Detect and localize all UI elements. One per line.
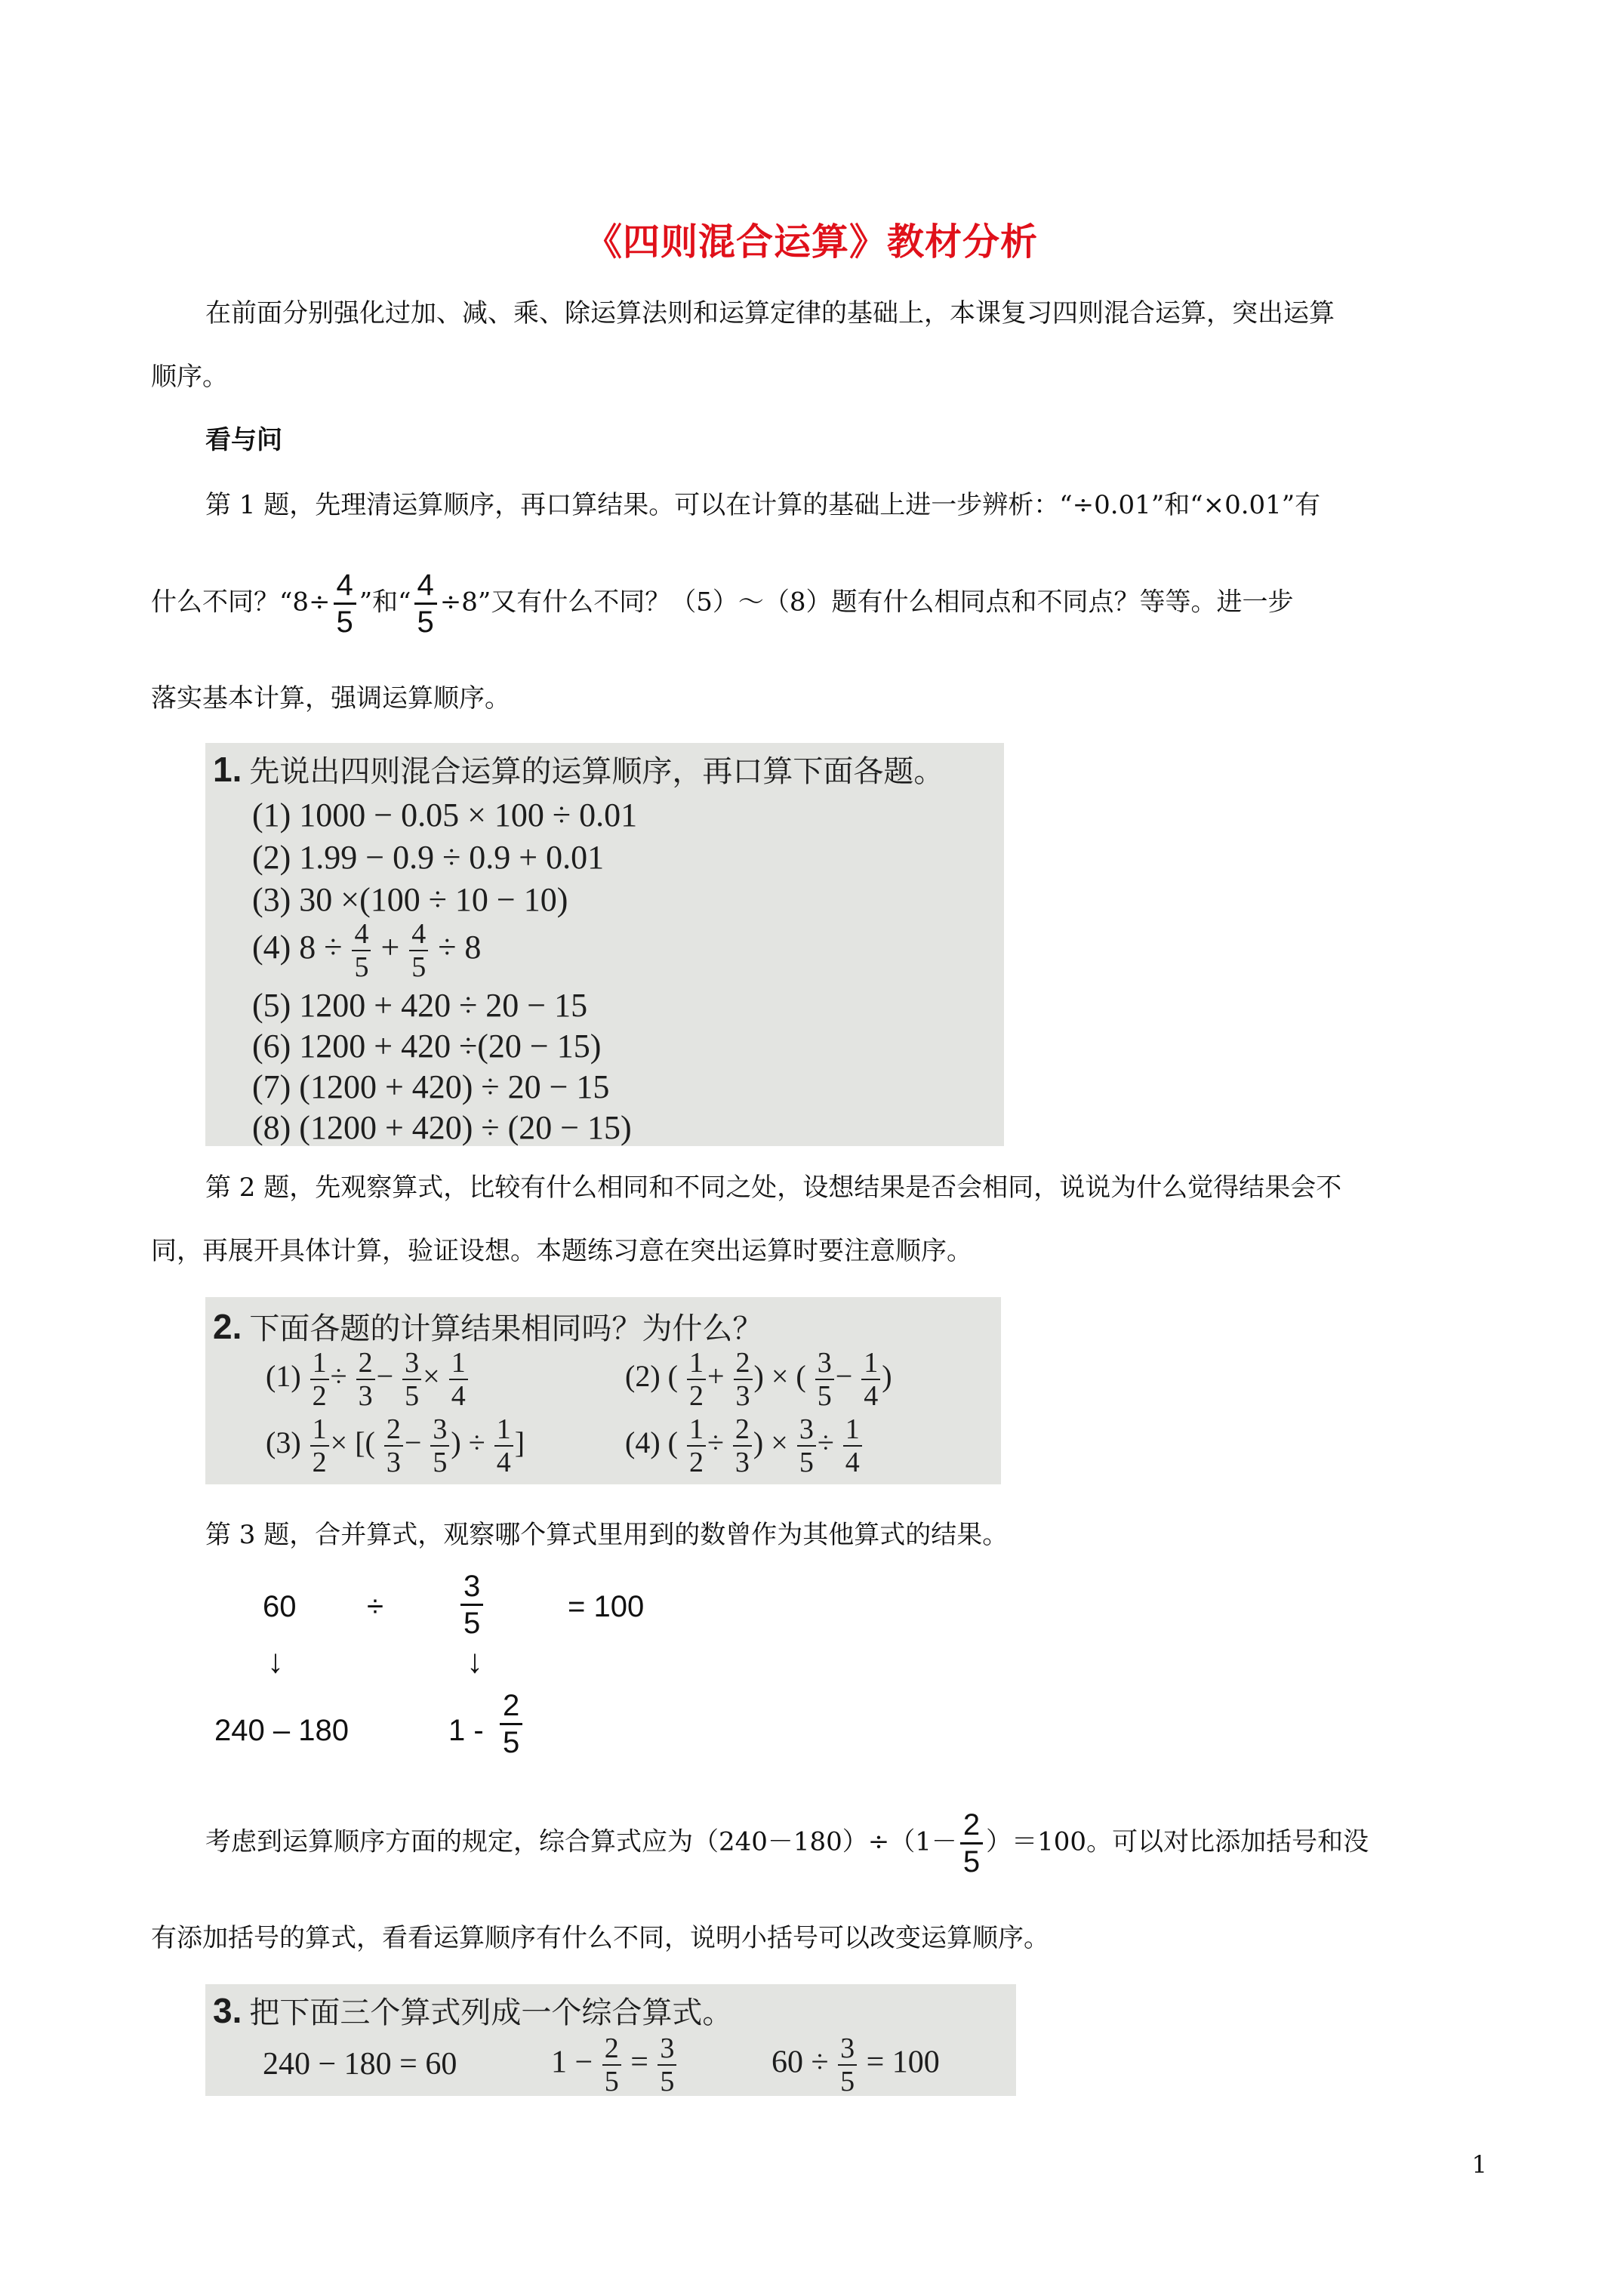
- text-run: +: [380, 929, 400, 966]
- fraction: [430, 1413, 449, 1478]
- exercise-number: 1.: [213, 750, 242, 789]
- text-run: ）＝100。可以对比添加括号和没: [986, 1826, 1369, 1857]
- denominator: 5: [660, 2066, 675, 2096]
- denominator: 3: [358, 1380, 373, 1412]
- fraction: [402, 1347, 421, 1412]
- fraction: [500, 1688, 522, 1760]
- q2-paragraph-line: 第 2 题，先观察算式，比较有什么相同和不同之处，设想结果是否会相同，说说为什么觉得结果会不: [205, 1173, 1342, 1203]
- text-run: 考虑到运算顺序方面的规定，综合算式应为（240－180）÷（1－: [205, 1826, 957, 1857]
- down-arrow-icon: ↓: [467, 1643, 483, 1680]
- numerator: 3: [658, 2032, 676, 2066]
- numerator: 3: [402, 1347, 421, 1380]
- denominator: 2: [312, 1380, 327, 1412]
- textbook-exercise-3: [205, 1984, 1016, 2096]
- denominator: 2: [688, 1380, 704, 1412]
- denominator: 3: [735, 1380, 750, 1412]
- numerator: 2: [500, 1688, 522, 1725]
- numerator: 1: [843, 1413, 862, 1447]
- diagram-bottom-right: 1 -: [448, 1714, 484, 1747]
- denominator: 5: [604, 2066, 619, 2096]
- text-run: 60 ÷: [771, 2045, 829, 2080]
- text-run: (4) 8 ÷: [252, 929, 343, 966]
- fraction: [838, 2032, 857, 2096]
- section-heading: 看与问: [205, 425, 282, 455]
- exercise-item: (3) $\frac{1}{2}$ × [( $\frac{2}{3}$ − $\frac{3}{5}$ ) ÷ $\frac{1}{4}$ ]: [266, 1413, 525, 1478]
- denominator: 4: [451, 1380, 466, 1412]
- fraction: [414, 568, 437, 639]
- q1-paragraph-line: 第 1 题，先理清运算顺序，再口算结果。可以在计算的基础上进一步辨析：“÷0.01”和“×0.01”有: [205, 490, 1321, 520]
- numerator: 2: [733, 1413, 752, 1447]
- q1-paragraph-line: 落实基本计算，强调运算顺序。: [151, 683, 510, 713]
- text-run: 1 −: [551, 2045, 593, 2080]
- denominator: 5: [799, 1447, 814, 1478]
- text-run: (1): [266, 1359, 301, 1394]
- numerator: 4: [414, 568, 437, 605]
- numerator: 4: [352, 918, 371, 951]
- denominator: 4: [845, 1447, 860, 1478]
- textbook-exercise-2: [205, 1297, 1001, 1484]
- diagram-top-fraction: [457, 1569, 486, 1641]
- denominator: 5: [433, 1447, 448, 1478]
- fraction: [356, 1347, 375, 1412]
- diagram-bottom-fraction: [497, 1688, 525, 1760]
- fraction: [797, 1413, 816, 1478]
- exercise-number: 2.: [213, 1307, 242, 1346]
- denominator: 3: [735, 1447, 750, 1478]
- page-number: 1: [1471, 2150, 1487, 2179]
- denominator: 5: [503, 1726, 520, 1759]
- denominator: 5: [336, 606, 353, 639]
- numerator: 4: [409, 918, 428, 951]
- fraction: [310, 1413, 329, 1478]
- text-run: (2): [625, 1359, 661, 1394]
- fraction: [602, 2032, 621, 2096]
- fraction: [734, 1347, 753, 1412]
- denominator: 2: [688, 1447, 704, 1478]
- exercise-heading-text: 下面各题的计算结果相同吗？为什么？: [249, 1311, 763, 1346]
- numerator: 3: [838, 2032, 857, 2066]
- denominator: 5: [817, 1380, 832, 1412]
- denominator: 4: [864, 1380, 879, 1412]
- q1-paragraph-line: [151, 568, 1442, 643]
- denominator: 3: [386, 1447, 401, 1478]
- exercise-item: (3) 30 ×(100 ÷ 10 − 10): [252, 881, 568, 918]
- numerator: 2: [602, 2032, 621, 2066]
- textbook-exercise-1: [205, 743, 1004, 1146]
- fraction: [494, 1413, 513, 1478]
- fraction: [409, 918, 428, 983]
- exercise-item: [551, 2032, 678, 2096]
- denominator: 4: [496, 1447, 511, 1478]
- fraction: [310, 1347, 329, 1412]
- text-run: 什么不同？“8÷: [151, 587, 331, 618]
- exercise-heading: [213, 1305, 762, 1348]
- denominator: 5: [463, 1607, 481, 1640]
- numerator: 1: [310, 1413, 329, 1447]
- exercise-item: [252, 918, 481, 983]
- fraction: [658, 2032, 676, 2096]
- text-run: (3): [266, 1425, 301, 1460]
- fraction: [334, 568, 356, 639]
- denominator: 5: [405, 1380, 420, 1412]
- q3-paragraph-line: 有添加括号的算式，看看运算顺序有什么不同，说明小括号可以改变运算顺序。: [151, 1923, 1049, 1953]
- fraction: [687, 1347, 706, 1412]
- numerator: 3: [815, 1347, 834, 1380]
- text-run: = 100: [866, 2045, 940, 2080]
- text-run: =: [630, 2045, 648, 2080]
- exercise-item: (5) 1200 + 420 ÷ 20 − 15: [252, 987, 588, 1024]
- exercise-item: (7) (1200 + 420) ÷ 20 − 15: [252, 1068, 610, 1105]
- numerator: 3: [460, 1569, 483, 1606]
- exercise-item: (6) 1200 + 420 ÷(20 − 15): [252, 1028, 602, 1065]
- denominator: 2: [312, 1447, 327, 1478]
- intro-paragraph-line: 在前面分别强化过加、减、乘、除运算法则和运算定律的基础上，本课复习四则混合运算，突出运算: [205, 298, 1335, 328]
- exercise-item: (2) ( $\frac{1}{2}$ + $\frac{2}{3}$ ) × ( $\frac{3}{5}$ − $\frac{1}{4}$ ): [625, 1347, 892, 1412]
- fraction: [733, 1413, 752, 1478]
- fraction: [384, 1413, 403, 1478]
- numerator: 1: [449, 1347, 468, 1380]
- exercise-item: 240 − 180 = 60: [263, 2047, 457, 2082]
- intro-paragraph-line: 顺序。: [151, 362, 228, 392]
- text-run: (4): [625, 1425, 661, 1460]
- diagram-bottom-left: 240 – 180: [214, 1714, 349, 1747]
- fraction: [815, 1347, 834, 1412]
- exercise-item: (1) 1000 − 0.05 × 100 ÷ 0.01: [252, 797, 638, 834]
- exercise-item: (1) $\frac{1}{2}$ ÷ $\frac{2}{3}$ − $\frac{3}{5}$ × $\frac{1}{4}$: [266, 1347, 470, 1412]
- denominator: 5: [411, 951, 427, 983]
- text-run: ÷ 8: [438, 929, 482, 966]
- denominator: 5: [354, 951, 369, 983]
- text-run: ÷8”又有什么不同？（5）～（8）题有什么相同点和不同点？等等。进一步: [439, 587, 1294, 618]
- numerator: 1: [310, 1347, 329, 1380]
- denominator: 5: [962, 1845, 981, 1878]
- diagram-division-sign: ÷: [367, 1590, 383, 1623]
- fraction: [449, 1347, 468, 1412]
- numerator: 1: [687, 1347, 706, 1380]
- numerator: 4: [334, 568, 356, 605]
- fraction: [687, 1413, 706, 1478]
- exercise-heading-text: 先说出四则混合运算的运算顺序，再口算下面各题。: [249, 754, 944, 789]
- exercise-heading: [213, 747, 944, 791]
- text-run: ”和“: [359, 587, 411, 618]
- numerator: 2: [356, 1347, 375, 1380]
- exercise-item: (8) (1200 + 420) ÷ (20 − 15): [252, 1109, 632, 1146]
- fraction: [843, 1413, 862, 1478]
- down-arrow-icon: ↓: [267, 1643, 284, 1680]
- numerator: 2: [384, 1413, 403, 1447]
- exercise-heading: [213, 1989, 732, 2032]
- diagram-top-left: 60: [263, 1590, 297, 1623]
- q3-paragraph-line: [205, 1808, 1496, 1883]
- denominator: 5: [417, 606, 434, 639]
- numerator: 1: [861, 1347, 880, 1380]
- exercise-item: (2) 1.99 − 0.9 ÷ 0.9 + 0.01: [252, 839, 605, 876]
- numerator: 1: [494, 1413, 513, 1447]
- q2-paragraph-line: 同，再展开具体计算，验证设想。本题练习意在突出运算时要注意顺序。: [151, 1236, 972, 1266]
- fraction: [960, 1808, 983, 1879]
- fraction: [460, 1569, 483, 1641]
- diagram-result: = 100: [568, 1590, 645, 1623]
- numerator: 2: [734, 1347, 753, 1380]
- document-title: 《四则混合运算》教材分析: [584, 220, 1038, 264]
- denominator: 5: [840, 2066, 855, 2096]
- exercise-heading-text: 把下面三个算式列成一个综合算式。: [249, 1996, 733, 2030]
- fraction: [352, 918, 371, 983]
- numerator: 3: [797, 1413, 816, 1447]
- exercise-item: (4) ( $\frac{1}{2}$ ÷ $\frac{2}{3}$ ) × $\frac{3}{5}$ ÷ $\frac{1}{4}$: [625, 1413, 864, 1478]
- numerator: 3: [430, 1413, 449, 1447]
- numerator: 2: [960, 1808, 983, 1845]
- q3-paragraph-line: 第 3 题，合并算式，观察哪个算式里用到的数曾作为其他算式的结果。: [205, 1520, 1009, 1550]
- exercise-item: [771, 2032, 940, 2096]
- exercise-number: 3.: [213, 1991, 242, 2030]
- numerator: 1: [687, 1413, 706, 1447]
- fraction: [861, 1347, 880, 1412]
